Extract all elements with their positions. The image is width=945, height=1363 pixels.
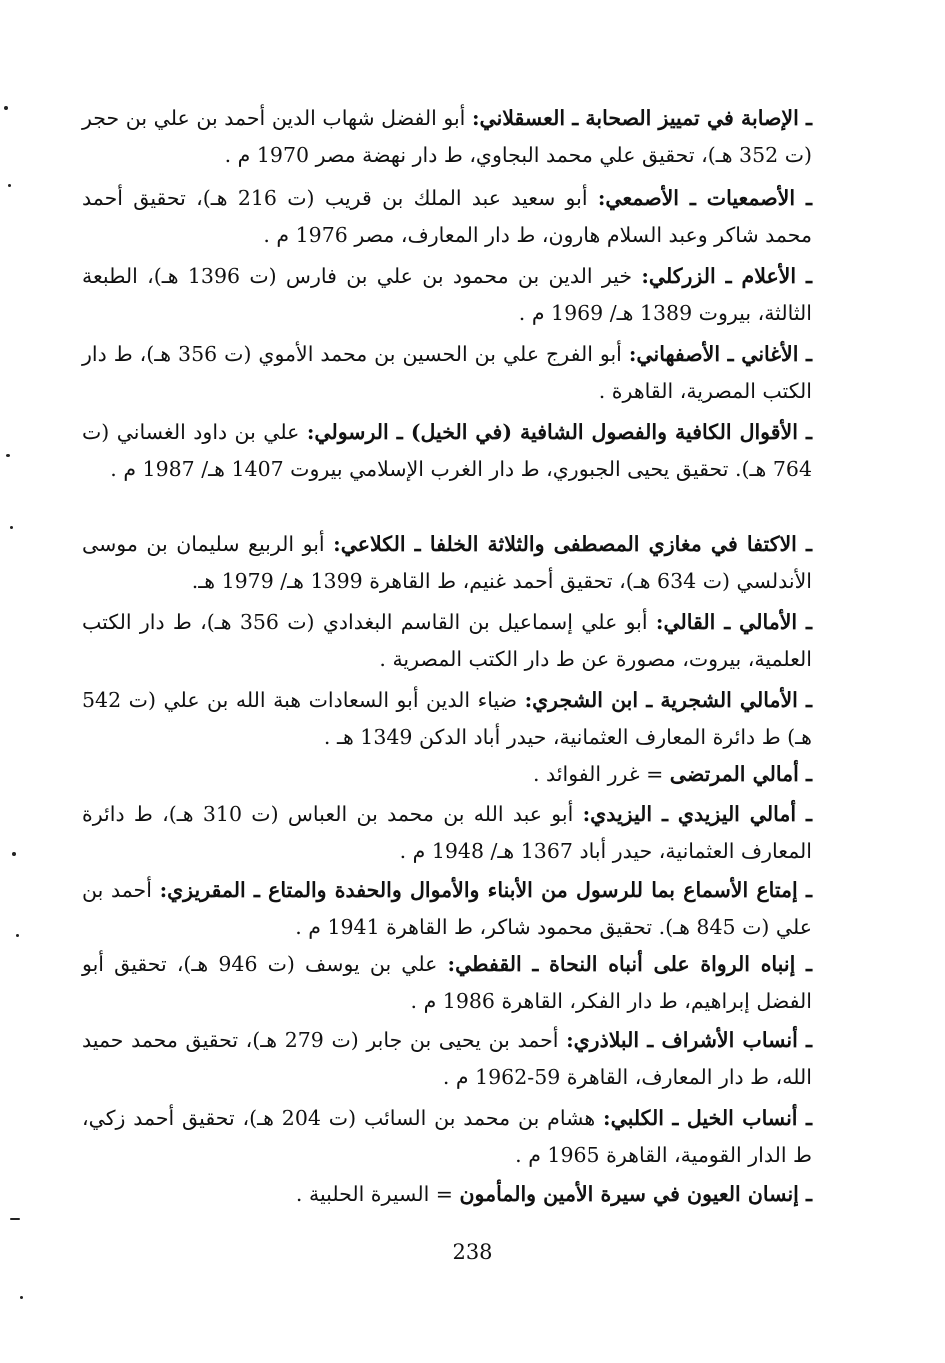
entry-body: أبو الفضل شهاب الدين أحمد بن علي بن حجر (ت 352 هـ)، تحقيق علي محمد البجاوي، ط دار نهضة مصر 1970 م . — [82, 106, 812, 167]
entry-body: علي بن داود الغساني (ت 764 هـ). تحقيق يحيى الجبوري، ط دار الغرب الإسلامي بيروت 1407 هـ/ 1987 م . — [82, 420, 812, 481]
bibliography-entry — [82, 414, 812, 488]
entry-title: ـ الأعلام ـ الزركلي: — [641, 264, 812, 288]
entry-title: ـ الإصابة في تمييز الصحابة ـ العسقلاني: — [471, 106, 812, 130]
scan-speck — [6, 454, 10, 457]
scan-speck — [4, 106, 8, 110]
entry-body: أبو عبد الله بن محمد بن العباس (ت 310 هـ)، ط دائرة المعارف العثمانية، حيدر أباد 1367 هـ/ 1948 م . — [82, 802, 812, 863]
scan-speck — [12, 852, 16, 856]
bibliography-entry — [82, 682, 812, 756]
entry-body: = السيرة الحلبية . — [295, 1182, 460, 1206]
entry-title: ـ أمالي المرتضى — [669, 762, 812, 786]
entry-title: ـ الأصمعيات ـ الأصمعي: — [597, 186, 812, 210]
scan-speck — [8, 184, 11, 187]
bibliography-entry — [82, 756, 812, 793]
entry-title: ـ إنباه الرواة على أنباه النحاة ـ القفطي: — [447, 952, 813, 976]
entry-body: أبو الربيع سليمان بن موسى الأندلسي (ت 634 هـ)، تحقيق أحمد غنيم، ط القاهرة 1399 هـ/ 1979 هـ. — [82, 532, 812, 593]
bibliography-entry — [82, 872, 812, 946]
bibliography-entry — [82, 100, 812, 174]
entry-title: ـ الأغاني ـ الأصفهاني: — [628, 342, 812, 366]
entry-title: ـ الأمالي الشجرية ـ ابن الشجري: — [524, 688, 812, 712]
entry-title: ـ إنسان العيون في سيرة الأمين والمأمون — [459, 1182, 812, 1206]
bibliography-entry — [82, 1022, 812, 1096]
bibliography-entry — [82, 796, 812, 870]
entry-title: ـ أنساب الأشراف ـ البلاذري: — [566, 1028, 812, 1052]
scan-speck — [16, 934, 19, 937]
scan-speck — [20, 1296, 23, 1299]
entry-body: هشام بن محمد بن السائب (ت 204 هـ)، تحقيق أحمد زكي، ط الدار القومية، القاهرة 1965 م . — [82, 1106, 812, 1167]
entry-body: أبو علي إسماعيل بن القاسم البغدادي (ت 356 هـ)، ط دار الكتب العلمية، بيروت، مصورة عن ط دار الكتب المصرية . — [82, 610, 812, 671]
entry-body: أحمد بن يحيى بن جابر (ت 279 هـ)، تحقيق محمد حميد الله، ط دار المعارف، القاهرة 59-1962 م . — [82, 1028, 812, 1089]
entry-body: علي بن يوسف (ت 946 هـ)، تحقيق أبو الفضل إبراهيم، ط دار الفكر، القاهرة 1986 م . — [82, 952, 812, 1013]
bibliography-entry — [82, 604, 812, 678]
entry-title: ـ الاكتفا في مغازي المصطفى والثلاثة الخلفا ـ الكلاعي: — [333, 532, 812, 556]
bibliography-entry — [82, 1176, 812, 1213]
entry-body: أبو الفرج علي بن الحسين بن محمد الأموي (ت 356 هـ)، ط دار الكتب المصرية، القاهرة . — [82, 342, 812, 403]
scan-speck — [10, 526, 13, 529]
entry-title: ـ الأمالي ـ القالي: — [655, 610, 812, 634]
bibliography-entry — [82, 336, 812, 410]
bibliography-entry — [82, 526, 812, 600]
entry-body: خير الدين بن محمود بن علي بن فارس (ت 1396 هـ)، الطبعة الثالثة، بيروت 1389 هـ/ 1969 م . — [82, 264, 812, 325]
entry-title: ـ أنساب الخيل ـ الكلبي: — [603, 1106, 812, 1130]
entry-body: = غرر الفوائد . — [533, 762, 670, 786]
entry-body: ضياء الدين أبو السعادات هبة الله بن علي (ت 542 هـ) ط دائرة المعارف العثمانية، حيدر أباد الدكن 1349 هـ . — [82, 688, 812, 749]
entry-title: ـ إمتاع الأسماع بما للرسول من الأبناء والأموال والحفدة والمتاع ـ المقريزي: — [159, 878, 812, 902]
bibliography-entry — [82, 258, 812, 332]
page-number: 238 — [452, 1240, 493, 1264]
entry-title: ـ الأقوال الكافية والفصول الشافية (في الخيل) ـ الرسولي: — [306, 420, 812, 444]
entry-body: أحمد بن علي (ت 845 هـ). تحقيق محمود شاكر، ط القاهرة 1941 م . — [82, 878, 812, 939]
entry-body: أبو سعيد عبد الملك بن قريب (ت 216 هـ)، تحقيق أحمد محمد شاكر وعبد السلام هارون، ط دار المعارف، مصر 1976 م . — [82, 186, 812, 247]
bibliography-entry — [82, 1100, 812, 1174]
bibliography-entry — [82, 180, 812, 254]
bibliography-entry — [82, 946, 812, 1020]
scan-speck — [10, 1218, 20, 1220]
entry-title: ـ أمالي اليزيدي ـ اليزيدي: — [582, 802, 812, 826]
